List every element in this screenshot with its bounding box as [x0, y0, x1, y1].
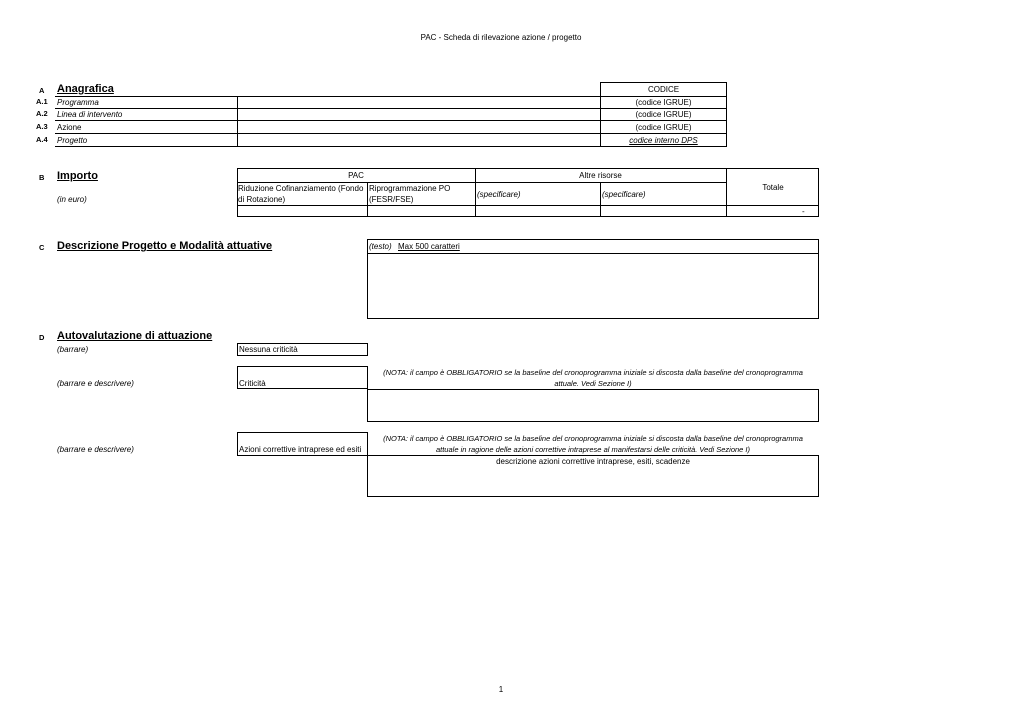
barrare-descrivere-label: (barrare e descrivere) [57, 445, 134, 454]
col-riduzione-cofinanziamento: Riduzione Cofinanziamento (Fondo di Rotazione) [238, 184, 364, 204]
row-label-azione: Azione [57, 123, 82, 132]
descrizione-azioni-label: descrizione azioni correttive intraprese, esiti, scadenze [496, 457, 690, 466]
col-specificare-2: (specificare) [602, 190, 646, 199]
col-specificare-1: (specificare) [477, 190, 521, 199]
row-code: A.2 [36, 109, 48, 118]
b-table-line [237, 205, 819, 206]
row-codice: (codice IGRUE) [635, 110, 692, 119]
row-label-programma: Programma [57, 98, 99, 107]
testo-label: (testo) [369, 242, 392, 251]
barrare-label: (barrare) [57, 345, 89, 354]
totale-value: - [802, 207, 805, 216]
nota-1-line2: attuale. Vedi Sezione I) [554, 379, 632, 388]
row-code: A.4 [36, 135, 48, 144]
altre-risorse-header: Altre risorse [579, 171, 622, 180]
criticita-label: Criticità [239, 379, 266, 388]
azioni-correttive-label: Azioni correttive intraprese ed esiti [239, 445, 362, 454]
section-d-code: D [39, 333, 45, 342]
max-caratteri-label: Max 500 caratteri [398, 242, 460, 251]
totale-header: Totale [762, 183, 784, 192]
a-table-divider [237, 96, 238, 146]
barrare-descrivere-label: (barrare e descrivere) [57, 379, 134, 388]
nota-2-line1: (NOTA: il campo è OBBLIGATORIO se la baseline del cronoprogramma iniziale si discosta dalla baseline del cronoprogramma [383, 434, 803, 443]
row-codice: (codice IGRUE) [635, 98, 692, 107]
section-d-title: Autovalutazione di attuazione [57, 330, 213, 342]
nessuna-criticita-label: Nessuna criticità [239, 345, 298, 354]
section-a-code: A [39, 86, 45, 95]
page-number: 1 [498, 685, 504, 694]
codice-header-cell [600, 82, 727, 97]
col-riprogrammazione-po: Riprogrammazione PO (FESR/FSE) [369, 184, 451, 204]
c-table-line [367, 253, 819, 254]
a-table-bottom [55, 146, 727, 147]
section-a-title: Anagrafica [57, 83, 114, 95]
pac-header: PAC [348, 171, 364, 180]
codice-header: CODICE [647, 85, 680, 94]
a-table-line [55, 133, 727, 134]
row-codice: codice interno DPS [629, 136, 698, 145]
nota-1-line1: (NOTA: il campo è OBBLIGATORIO se la baseline del cronoprogramma iniziale si discosta dalla baseline del cronoprogramma [383, 368, 803, 377]
row-codice: (codice IGRUE) [635, 123, 692, 132]
section-b-code: B [39, 173, 45, 182]
section-c-code: C [39, 243, 45, 252]
page-title: PAC - Scheda di rilevazione azione / progetto [420, 33, 582, 42]
row-code: A.1 [36, 97, 48, 106]
nessuna-criticita-checkbox[interactable] [237, 343, 368, 356]
section-b-title: Importo [57, 170, 98, 182]
nota-2-line2: attuale in ragione delle azioni correttive intraprese al manifestarsi delle criticità. Vedi Sezione I) [435, 445, 751, 454]
b-table-divider [600, 182, 601, 217]
criticita-textarea[interactable] [367, 389, 819, 422]
section-b-unit: (in euro) [57, 195, 87, 204]
row-label-progetto: Progetto [57, 136, 88, 145]
a-table-line [55, 120, 727, 121]
section-c-title: Descrizione Progetto e Modalità attuative [57, 240, 273, 252]
row-code: A.3 [36, 122, 48, 131]
azioni-correttive-textarea[interactable] [367, 455, 819, 497]
row-label-linea: Linea di intervento [57, 110, 123, 119]
